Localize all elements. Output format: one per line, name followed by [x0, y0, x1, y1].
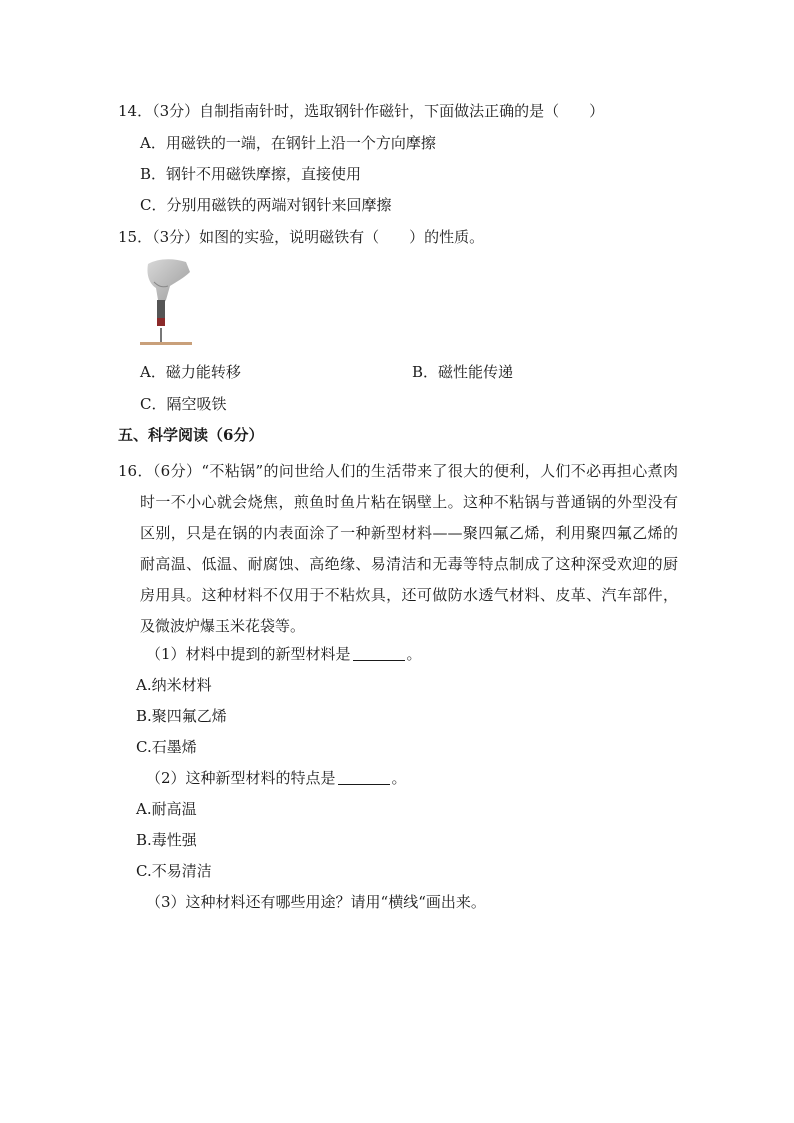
q16-sub3: （3）这种材料还有哪些用途？请用“横线“画出来。 [146, 893, 486, 911]
q15-option-a: A．磁力能转移 [140, 363, 241, 381]
q14-option-b: B．钢针不用磁铁摩擦，直接使用 [140, 165, 362, 183]
q16-sub1-option-b: B.聚四氟乙烯 [136, 707, 227, 725]
q16-sub1-prefix: （1）材料中提到的新型材料是 [146, 645, 351, 663]
q15-stem: 15．（3分）如图的实验，说明磁铁有（ ）的性质。 [118, 228, 485, 246]
q16-sub1-option-c: C.石墨烯 [136, 738, 197, 756]
q16-sub1-suffix: 。 [406, 645, 422, 663]
q16-sub2-option-a: A.耐高温 [136, 800, 197, 818]
q16-sub2-option-b: B.毒性强 [136, 831, 197, 849]
q16-sub1-option-a: A.纳米材料 [136, 676, 212, 694]
q16-sub1 [146, 644, 422, 664]
q16-passage: 16．（6分）“不粘锅”的问世给人们的生活带来了很大的便利，人们不必再担心煮肉时一不小心就会烧焦，煎鱼时鱼片粘在锅壁上。这种不粘锅与普通锅的外型没有区别，只是在锅的内表面涂了一种新型材料——聚四氟乙烯，利用聚四氟乙烯的耐高温、低温、耐腐蚀、高绝缘、易清洁和无毒等特点制成了这种深受欢迎的厨房用具。这种材料不仅用于不粘炊具，还可做防水透气材料、皮革、汽车部件，及微波炉爆玉米花袋等。 [118, 462, 678, 635]
section-title: 五、科学阅读（6分） [118, 426, 264, 444]
q14-option-c: C．分别用磁铁的两端对钢针来回摩擦 [140, 196, 392, 214]
q16-sub2-option-c: C.不易清洁 [136, 862, 212, 880]
q16-sub2-blank[interactable] [338, 770, 390, 785]
q16-passage-first [118, 456, 678, 642]
q16-sub2 [146, 768, 407, 788]
q16-sub2-suffix: 。 [391, 769, 407, 787]
q15-option-b: B．磁性能传递 [412, 363, 514, 381]
q14-option-a: A．用磁铁的一端，在钢针上沿一个方向摩擦 [140, 134, 436, 152]
q14-stem: 14．（3分）自制指南针时，选取钢针作磁针，下面做法正确的是（ ） [118, 102, 605, 120]
q16-sub1-blank[interactable] [353, 646, 405, 661]
q15-option-c: C．隔空吸铁 [140, 395, 227, 413]
hand-holding-magnet-icon [140, 256, 192, 350]
q16-sub2-prefix: （2）这种新型材料的特点是 [146, 769, 336, 787]
